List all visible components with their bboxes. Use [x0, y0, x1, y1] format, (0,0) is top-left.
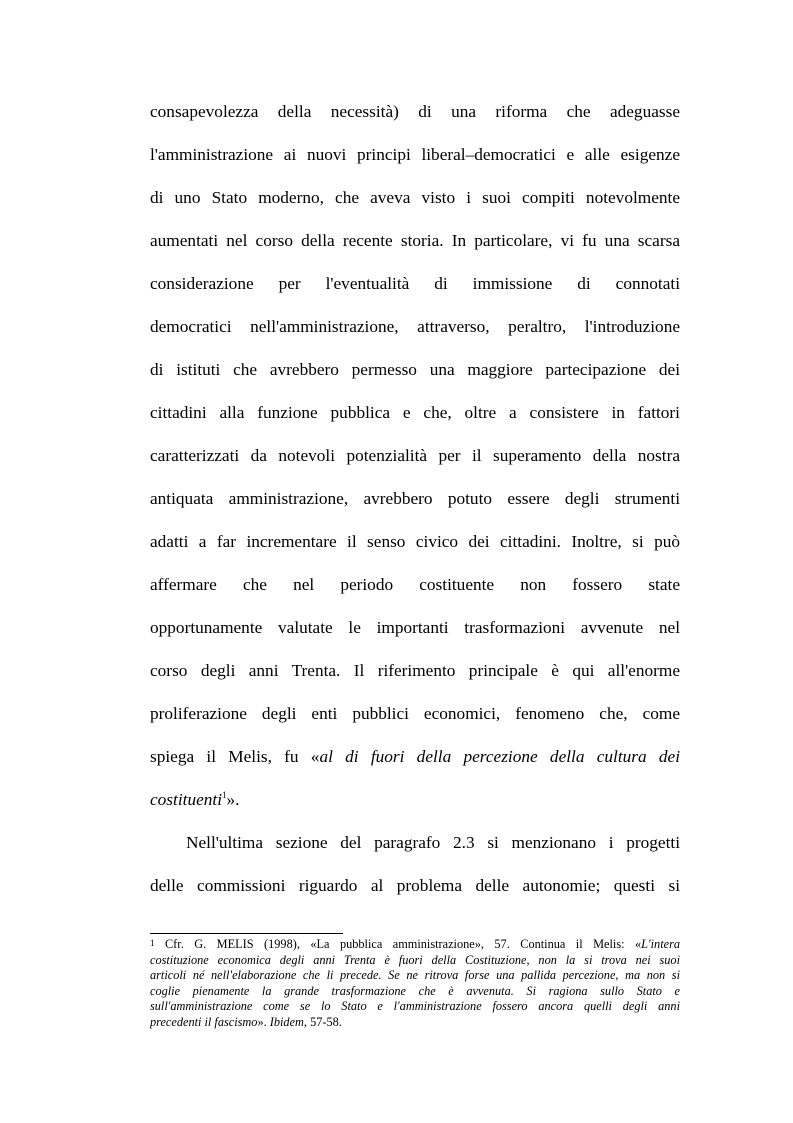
body-line: caratterizzati da notevoli potenzialità per il superamento della nostra: [150, 446, 680, 465]
footnote-ibidem: Ibidem: [269, 1014, 304, 1029]
footnote-line: coglie pienamente la grande trasformazione che è avvenuta. Si ragiona sullo Stato e: [150, 983, 680, 998]
body-line: considerazione per l'eventualità di immissione di connotati: [150, 274, 680, 293]
body-line: corso degli anni Trenta. Il riferimento principale è qui all'enorme: [150, 661, 680, 680]
body-line: l'amministrazione ai nuovi principi liberal–democratici e alle esigenze: [150, 145, 680, 164]
body-line: proliferazione degli enti pubblici economici, fenomeno che, come: [150, 704, 680, 723]
quote-line: [150, 735, 680, 778]
quote-end-line: [150, 778, 680, 821]
footnote-line: articoli né nell'elaborazione che li precede. Se ne ritrova forse una pallida percezione, ma non si: [150, 968, 680, 983]
footnote-line: [150, 1015, 680, 1031]
body-line: adatti a far incrementare il senso civico dei cittadini. Inoltre, si può: [150, 532, 680, 551]
quote-close: ».: [226, 790, 240, 809]
footnote-line: sull'amministrazione come se lo Stato e l'amministrazione fossero ancora quelli degli anni: [150, 999, 680, 1014]
body-line: di uno Stato moderno, che aveva visto i suoi compiti notevolmente: [150, 188, 680, 207]
paragraph-line: delle commissioni riguardo al problema delle autonomie; questi si: [150, 876, 680, 895]
footnote-separator: [150, 933, 343, 934]
body-line: consapevolezza della necessità) di una riforma che adeguasse: [150, 102, 680, 121]
body-line: opportunamente valutate le importanti trasformazioni avvenute nel: [150, 618, 680, 637]
footnote-line: [150, 937, 680, 953]
body-line: affermare che nel periodo costituente non fossero state: [150, 575, 680, 594]
body-text: [150, 90, 680, 907]
footnote-close: ».: [257, 1014, 270, 1029]
footnote-quote-start: L'intera: [641, 937, 681, 951]
quote-intro: spiega il Melis, fu «: [150, 747, 320, 766]
body-line: cittadini alla funzione pubblica e che, oltre a consistere in fattori: [150, 403, 680, 422]
body-line: aumentati nel corso della recente storia. In particolare, vi fu una scarsa: [150, 231, 680, 250]
footnote-quote-end: precedenti il fascismo: [150, 1014, 258, 1029]
footnote-line: costituzione economica degli anni Trenta è fuori della Costituzione, non la si trova nei suoi: [150, 952, 680, 967]
footnote-reference[interactable]: 1: [222, 790, 227, 801]
footnote-citation: Cfr. G. MELIS (1998), «La pubblica amministrazione», 57. Continua il Melis: «: [164, 937, 642, 951]
footnote: [150, 937, 680, 1031]
body-line: democratici nell'amministrazione, attraverso, peraltro, l'introduzione: [150, 317, 680, 336]
body-line: antiquata amministrazione, avrebbero potuto essere degli strumenti: [150, 489, 680, 508]
footnote-pages: , 57-58.: [303, 1014, 342, 1029]
quote-text: al di fuori della percezione della cultura dei: [319, 747, 680, 766]
paragraph-line: Nell'ultima sezione del paragrafo 2.3 si menzionano i progetti: [186, 833, 680, 852]
footnote-number: 1: [150, 938, 155, 948]
body-line: di istituti che avrebbero permesso una maggiore partecipazione dei: [150, 360, 680, 379]
quote-text-end: costituenti: [150, 790, 222, 809]
